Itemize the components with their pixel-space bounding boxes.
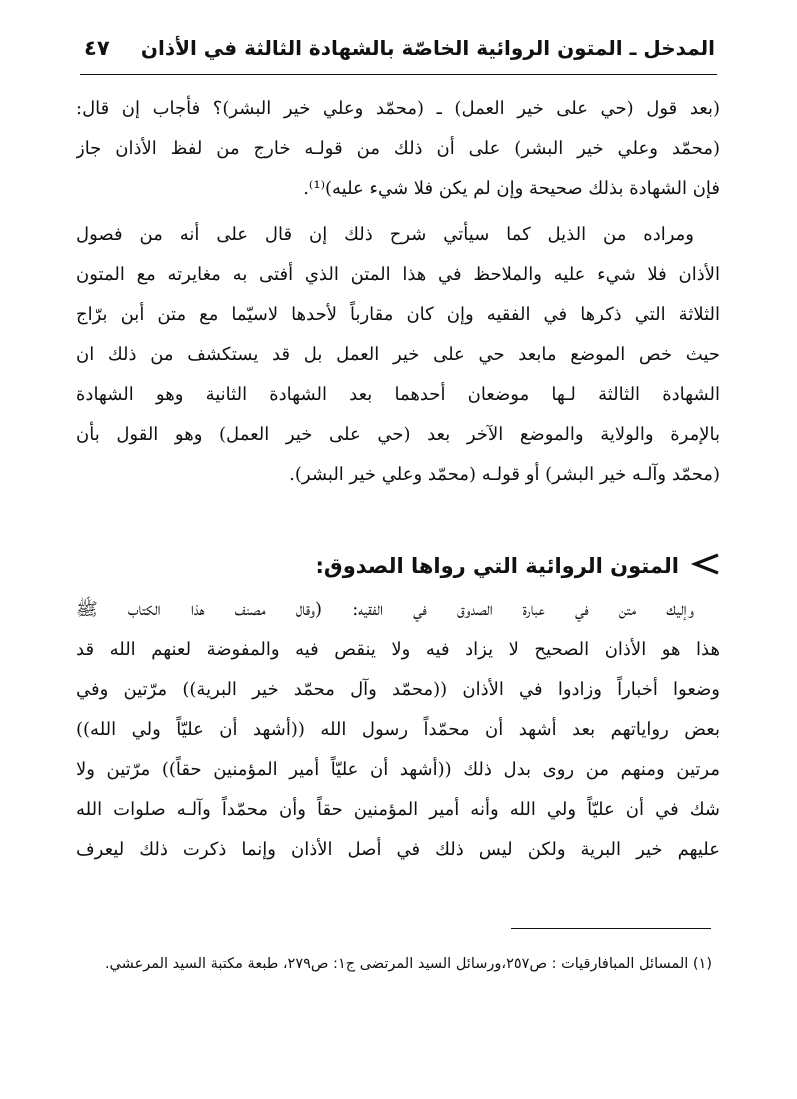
text-line: بالإمرة والولاية والموضع الآخر بعد (حي على خير العمل) وهو القول بأن bbox=[76, 424, 720, 445]
text-line: بعض رواياتهم بعد أشهد أن محمّداً رسول الله ((أشهد أن عليّاً ولي الله)) bbox=[76, 719, 720, 740]
text-line: الشهادة الثالثة لـها موضعان أحدهما بعد الشهادة الثانية وهو الشهادة bbox=[76, 384, 720, 405]
page-header bbox=[80, 30, 717, 75]
text-line: فإن الشهادة بذلك صحيحة وإن لم يكن فلا شيء عليه)⁽¹⁾. bbox=[303, 178, 720, 199]
text-line: شك في أن عليّاً ولي الله وأنه أمير المؤمنين حقاً وأن محمّداً وآلـه صلوات الله bbox=[76, 799, 720, 820]
paragraph-3 bbox=[76, 590, 720, 870]
paragraph-2 bbox=[76, 215, 720, 495]
text-line: هذا هو الأذان الصحيح لا يزاد فيه ولا ينقص فيه والمفوضة لعنهم الله قد bbox=[76, 639, 720, 660]
text-line: مرتين ومنهم من روى بدل ذلك ((أشهد أن عليّاً أمير المؤمنين حقاً)) مرّتين ولا bbox=[76, 759, 720, 780]
footnote-separator bbox=[511, 928, 711, 929]
text-line: (محمّد وعلي خير البشر) على أن ذلك من قولـه خارج من لفظ الأذان جاز bbox=[76, 138, 720, 159]
text-line: حيث خص الموضع مابعد حي على خير العمل بل قد يستكشف من ذلك ان bbox=[76, 344, 720, 365]
paragraph-1 bbox=[76, 89, 720, 209]
text-line: (بعد قول (حي على خير العمل) ـ (محمّد وعلي خير البشر)؟ فأجاب إن قال: bbox=[76, 98, 720, 119]
text-line: (محمّد وآلـه خير البشر) أو قولـه (محمّد وعلي خير البشر). bbox=[289, 464, 720, 485]
arrow-marker-icon bbox=[691, 552, 721, 580]
page-number: ٤٧ bbox=[84, 36, 110, 60]
text-line: ومراده من الذيل كما سيأتي شرح ذلك إن قال على أنه من فصول bbox=[76, 224, 694, 245]
text-line: عليهم خير البرية ولكن ليس ذلك في أصل الأذان وإنما ذكرت ذلك ليعرف bbox=[76, 839, 720, 860]
text-line: الأذان فلا شيء عليه والملاحظ في هذا المتن الذي أفتى به مغايرته مع المتون bbox=[76, 264, 720, 285]
text-line: الثلاثة التي ذكرها في الفقيه وإن كان مقارباً لأحدها لاسيّما مع متن أبن برّاج bbox=[76, 304, 720, 325]
section-heading bbox=[316, 544, 721, 588]
text-line: وضعوا أخباراً وزادوا في الأذان ((محمّد وآل محمّد خير البرية)) مرّتين وفي bbox=[76, 679, 720, 700]
text-line: وإليك متن في عبارة الصدوق في الفقيه: (وقال مصنف هذا الكتاب ﷺ bbox=[76, 599, 694, 620]
footnote: (١) المسائل المبافارقيات : ص٢٥٧،ورسائل السيد المرتضى ج١: ص٢٧٩، طبعة مكتبة السيد المرعشي. bbox=[104, 956, 712, 972]
section-heading-text: المتون الروائية التي رواها الصدوق: bbox=[315, 554, 679, 578]
running-title: المدخل ـ المتون الروائية الخاصّة بالشهادة الثالثة في الأذان bbox=[140, 36, 715, 60]
